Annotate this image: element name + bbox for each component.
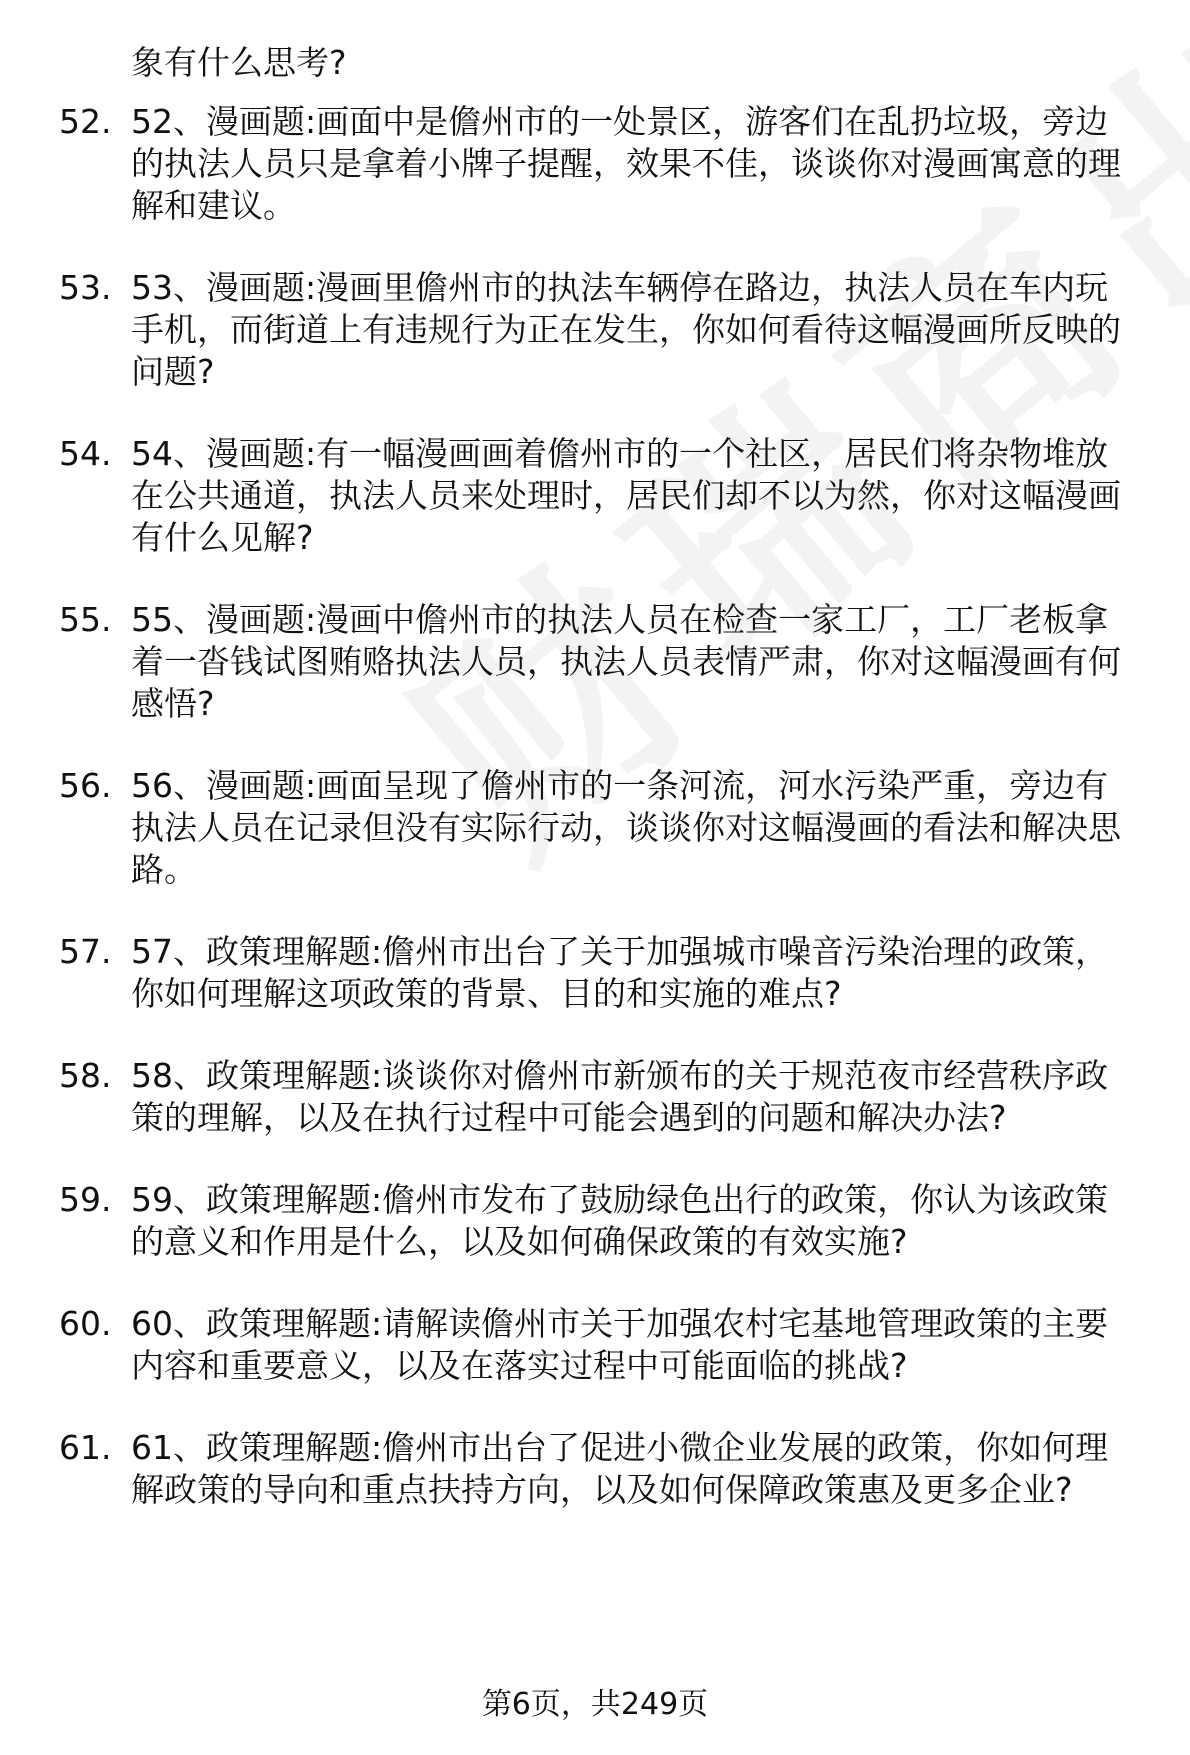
question-number: 58. [59, 1056, 112, 1095]
question-text: 57、政策理解题:儋州市出台了关于加强城市噪音污染治理的政策，你如何理解这项政策的背景、目的和实施的难点? [131, 932, 1109, 1013]
question-number: 60. [59, 1304, 112, 1343]
question-text: 58、政策理解题:谈谈你对儋州市新颁布的关于规范夜市经营秩序政策的理解，以及在执行过程中可能会遇到的问题和解决办法? [131, 1056, 1109, 1137]
question-text: 61、政策理解题:儋州市出台了促进小微企业发展的政策，你如何理解政策的导向和重点扶持方向，以及如何保障政策惠及更多企业? [131, 1428, 1109, 1509]
question-number: 53. [59, 268, 112, 307]
question-number: 61. [59, 1428, 112, 1467]
question-number: 54. [59, 434, 112, 473]
list-item [0, 1303, 1141, 1387]
list-item [0, 599, 1141, 725]
list-item [0, 931, 1141, 1015]
question-number: 52. [59, 102, 112, 141]
question-text: 52、漫画题:画面中是儋州市的一处景区，游客们在乱扔垃圾，旁边的执法人员只是拿着小牌子提醒，效果不佳，谈谈你对漫画寓意的理解和建议。 [131, 102, 1121, 225]
continued-question-text: 象有什么思考? [131, 43, 347, 82]
list-item [0, 433, 1141, 559]
list-item [0, 765, 1141, 891]
list-item [0, 101, 1141, 227]
question-text: 56、漫画题:画面呈现了儋州市的一条河流，河水污染严重，旁边有执法人员在记录但没有实际行动，谈谈你对这幅漫画的看法和解决思路。 [131, 766, 1121, 889]
question-number: 57. [59, 932, 112, 971]
list-item [0, 1427, 1141, 1511]
list-item [0, 1055, 1141, 1139]
question-text: 53、漫画题:漫画里儋州市的执法车辆停在路边，执法人员在车内玩手机，而街道上有违规行为正在发生，你如何看待这幅漫画所反映的问题? [131, 268, 1121, 391]
list-item [0, 1179, 1141, 1263]
list-item [0, 267, 1141, 393]
question-text: 59、政策理解题:儋州市发布了鼓励绿色出行的政策，你认为该政策的意义和作用是什么，以及如何确保政策的有效实施? [131, 1180, 1109, 1261]
question-number: 56. [59, 766, 112, 805]
question-number: 55. [59, 600, 112, 639]
question-text: 54、漫画题:有一幅漫画画着儋州市的一个社区，居民们将杂物堆放在公共通道，执法人员来处理时，居民们却不以为然，你对这幅漫画有什么见解? [131, 434, 1121, 557]
question-text: 55、漫画题:漫画中儋州市的执法人员在检查一家工厂，工厂老板拿着一沓钱试图贿赂执法人员，执法人员表情严肃，你对这幅漫画有何感悟? [131, 600, 1121, 723]
page-footer: 第6页，共249页 [481, 1687, 709, 1722]
question-text: 60、政策理解题:请解读儋州市关于加强农村宅基地管理政策的主要内容和重要意义，以及在落实过程中可能面临的挑战? [131, 1304, 1109, 1385]
question-number: 59. [59, 1180, 112, 1219]
question-list [0, 101, 1190, 1551]
